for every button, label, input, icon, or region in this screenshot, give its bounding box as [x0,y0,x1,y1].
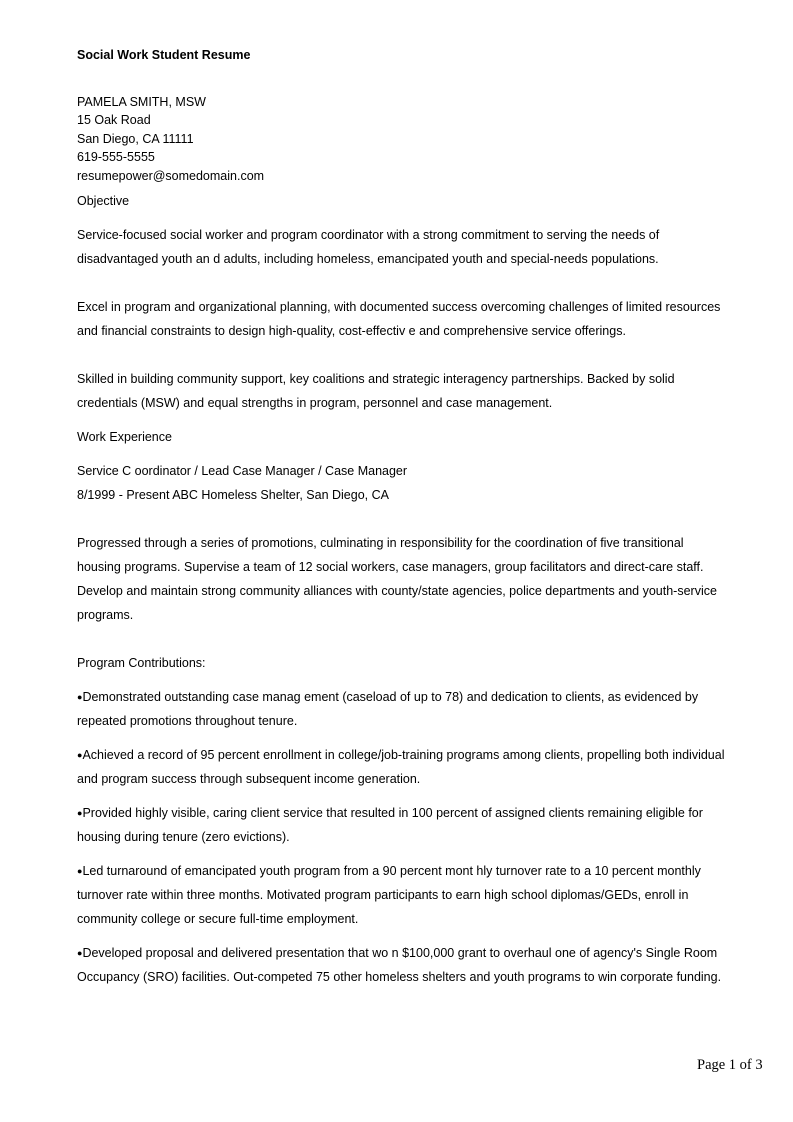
paragraph-line: Skilled in building community support, key coalitions and strategic interagency partnerships. Backed by solid [77,372,675,386]
paragraph-line: Progressed through a series of promotions, culminating in responsibility for the coordination of five transitional [77,536,684,550]
paragraph-line: disadvantaged youth an d adults, including homeless, emancipated youth and special-needs populations. [77,252,659,266]
bullet-icon: ● [77,692,83,702]
paragraph-line: programs. [77,608,134,622]
bullet-item [77,801,757,849]
bullet-text: community college or secure full-time employment. [77,912,359,926]
bullet-text: Developed proposal and delivered presentation that wo n $100,000 grant to overhaul one of agency's Single Room [82,946,718,960]
bullet-item [77,685,757,733]
job-dates-employer: 8/1999 - Present ABC Homeless Shelter, San Diego, CA [77,488,389,502]
bullet-text: turnover rate within three months. Motivated program participants to earn high school diplomas/GEDs, enroll in [77,888,689,902]
bullet-icon: ● [77,866,83,876]
contact-city: San Diego, CA 11111 [77,132,194,146]
bullet-first-line [77,859,757,883]
bullet-text: Led turnaround of emancipated youth program from a 90 percent mont hly turnover rate to a 10 percent monthly [82,864,701,878]
paragraph-line: credentials (MSW) and equal strengths in program, personnel and case management. [77,396,553,410]
paragraph-line: Excel in program and organizational planning, with documented success overcoming challenges of limited resources [77,300,721,314]
objective-heading: Objective [77,194,130,208]
contact-name: PAMELA SMITH, MSW [77,95,206,109]
bullet-item [77,743,757,791]
document-title: Social Work Student Resume [77,48,251,62]
paragraph-line: Service-focused social worker and program coordinator with a strong commitment to serving the needs of [77,228,660,242]
paragraph-line: housing programs. Supervise a team of 12 social workers, case managers, group facilitators and direct-care staff. [77,560,704,574]
job-summary [77,531,757,627]
bullet-first-line [77,801,757,825]
bullet-text: Occupancy (SRO) facilities. Out-competed 75 other homeless shelters and youth programs to win corporate funding. [77,970,722,984]
contact-phone: 619-555-5555 [77,150,155,164]
objective-paragraph [77,223,757,271]
job-title: Service C oordinator / Lead Case Manager / Case Manager [77,464,408,478]
bullet-item [77,941,757,989]
contact-street: 15 Oak Road [77,113,151,127]
bullet-text: Demonstrated outstanding case manag ement (caseload of up to 78) and dedication to clients, as evidenced by [82,690,699,704]
contact-email: resumepower@somedomain.com [77,169,265,183]
bullet-first-line [77,685,757,709]
bullet-icon: ● [77,808,83,818]
bullet-item [77,859,757,931]
bullet-text: Achieved a record of 95 percent enrollment in college/job-training programs among clients, propelling both individual [82,748,725,762]
bullet-first-line [77,941,757,965]
objective-paragraph [77,295,757,343]
bullet-text: and program success through subsequent income generation. [77,772,421,786]
work-experience-heading: Work Experience [77,430,172,444]
bullet-text: repeated promotions throughout tenure. [77,714,298,728]
job-header [77,459,757,507]
paragraph-line: and financial constraints to design high-quality, cost-effectiv e and comprehensive service offerings. [77,324,626,338]
bullet-icon: ● [77,948,83,958]
paragraph-line: Develop and maintain strong community alliances with county/state agencies, police departments and youth-service [77,584,717,598]
bullet-first-line [77,743,757,767]
bullet-text: housing during tenure (zero evictions). [77,830,290,844]
program-contributions-heading: Program Contributions: [77,656,206,670]
page-number: Page 1 of 3 [697,1057,763,1073]
objective-paragraph [77,367,757,415]
bullet-icon: ● [77,750,83,760]
bullet-text: Provided highly visible, caring client service that resulted in 100 percent of assigned clients remaining eligible for [82,806,703,820]
